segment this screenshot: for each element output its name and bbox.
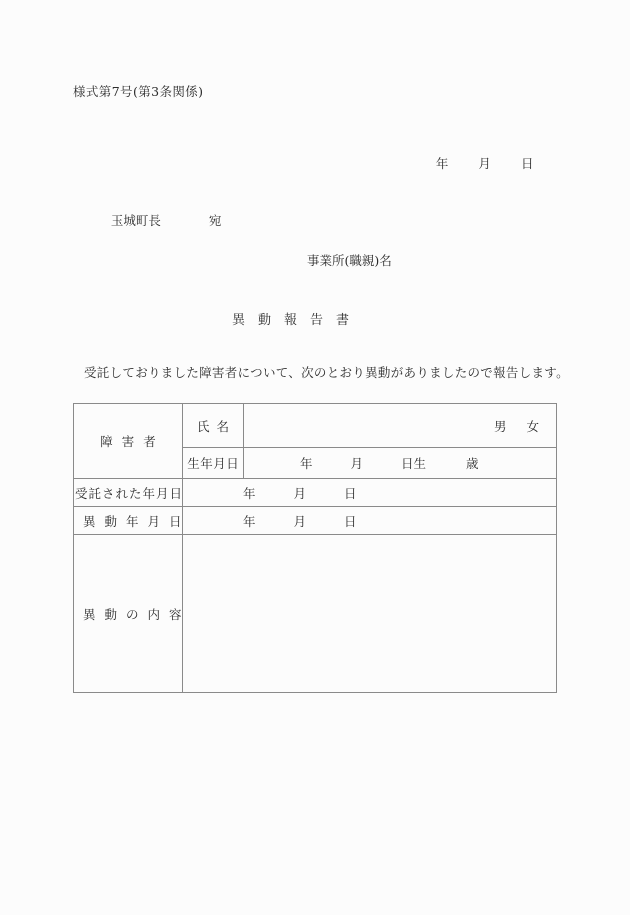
birthdate-input-area[interactable] (244, 454, 556, 472)
change-day-label: 日 (344, 513, 357, 529)
date-day-label: 日 (520, 156, 534, 171)
birth-month-label: 月 (350, 456, 364, 471)
table-row (74, 479, 557, 507)
addressee-recipient: 玉城町長 (110, 213, 161, 228)
row-label-change-date: 異動年月日 (74, 507, 183, 535)
addressee-honorific: 宛 (208, 213, 222, 228)
gender-female-option[interactable]: 女 (526, 418, 539, 434)
change-year-label: 年 (243, 513, 256, 529)
birth-age-label: 歳 (466, 456, 479, 471)
change-detail-value-cell[interactable] (183, 535, 557, 693)
change-month-label: 月 (293, 513, 307, 529)
table-row (74, 404, 557, 448)
entrusted-year-label: 年 (243, 485, 256, 501)
gender-male-option[interactable]: 男 (493, 418, 507, 434)
form-number: 様式第7号(第3条関係) (73, 84, 204, 99)
change-date-value-cell[interactable] (183, 507, 557, 535)
date-year-label: 年 (435, 156, 449, 171)
date-line (420, 139, 533, 187)
entrusted-date-value-cell[interactable] (183, 479, 557, 507)
birthdate-value-cell[interactable] (244, 448, 557, 479)
table-row (74, 507, 557, 535)
row-label-change-detail: 異動の内容 (74, 535, 183, 693)
row-label-disabled-person: 障害者 (74, 404, 183, 479)
date-month-label: 月 (478, 156, 491, 171)
office-name-label: 事業所(職親)名 (307, 253, 392, 268)
body-paragraph: 受託しておりました障害者について、次のとおり異動がありましたので報告します。 (84, 365, 569, 380)
addressee (95, 196, 221, 244)
birth-year-label: 年 (300, 456, 313, 471)
gender-options[interactable] (494, 417, 539, 435)
entrusted-day-label: 日 (344, 485, 357, 501)
birth-day-label: 日生 (401, 456, 427, 471)
row-label-entrusted-date: 受託された年月日 (74, 479, 183, 507)
page-title: 異動報告書 (232, 313, 363, 328)
sub-label-birthdate: 生年月日 (183, 448, 244, 479)
sub-label-name: 氏名 (183, 404, 244, 448)
entrusted-date-input-area[interactable] (183, 484, 556, 502)
name-value-cell[interactable] (244, 404, 557, 448)
change-date-input-area[interactable] (183, 512, 556, 530)
table-row (74, 535, 557, 693)
entrusted-month-label: 月 (293, 485, 307, 501)
change-report-table (73, 403, 557, 693)
